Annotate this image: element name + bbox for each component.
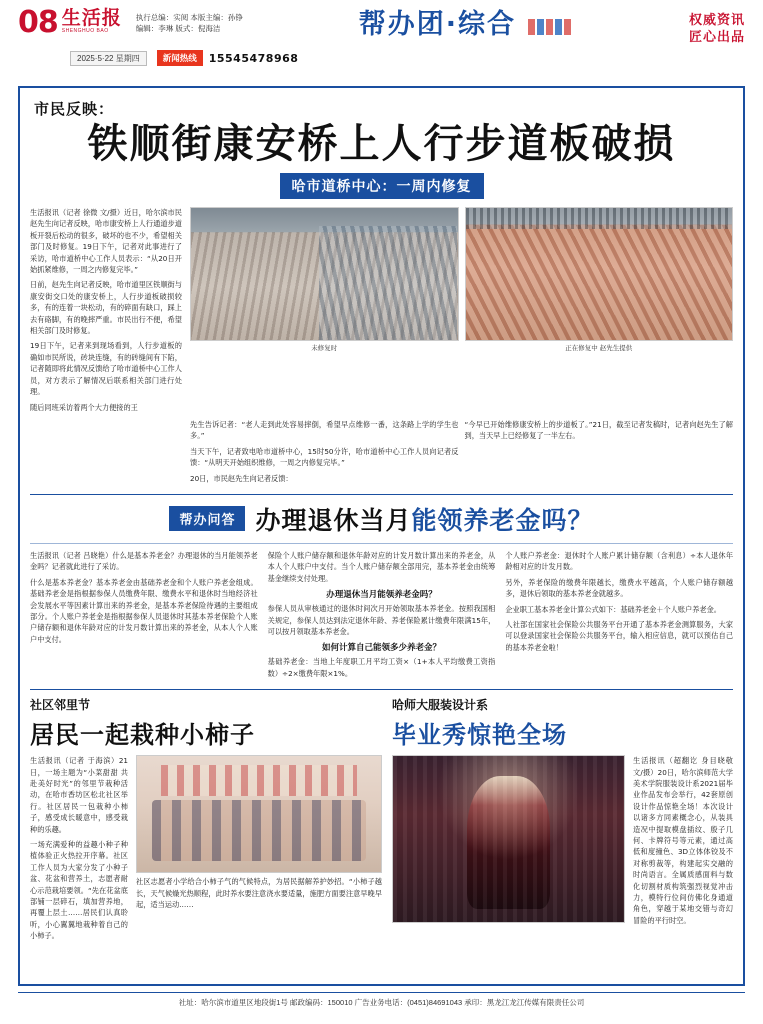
lead-photo-group	[190, 207, 733, 417]
bottom-left-photo-wrap	[136, 755, 382, 946]
slogan-line-1: 权威资讯	[688, 13, 745, 28]
qa-title-mark: ？	[567, 505, 594, 535]
photo-fashion-show	[392, 755, 625, 923]
paragraph: 随后同班采访着两个大力便接的王	[30, 402, 138, 412]
decorative-bars-icon	[528, 19, 573, 40]
content-frame	[18, 86, 745, 986]
paragraph: 基础养老金：当地上年度职工月平均工资×（1+本人平均缴费工资指数）÷2×缴费年限×1%。	[267, 657, 496, 678]
lead-column-3	[465, 419, 734, 488]
lead-subhead-wrap	[30, 173, 733, 199]
photo-caption: 社区志愿者小学给合小柿子气的气候特点，为居民据解养护妙招。“小柿子越长，天气候燥光热顺程，此时养水要注意浇水要适量，施肥方面要注意早晚早起，适当运动……	[136, 877, 382, 909]
page-number: 08	[18, 5, 58, 40]
issue-date: 2025·5·22 星期四	[70, 51, 147, 66]
paper-name-cn: 生活报	[61, 7, 122, 29]
paragraph: 生活报讯（记者 徐微 文/摄）近日，哈尔滨市民赵先生向记者反映，哈市康安桥上人行通道步道板开裂后松动的很多，破坏的也不少，希望相关部门及时修复。19日下午，记者对此事进行了采访，哈市道桥中心工作人员表示：“从20日开始抓紧维修，一周之内修复完毕。”	[30, 208, 182, 275]
lead-headline: 铁顺街康安桥上人行步道板破损	[87, 121, 676, 167]
bottom-right-label: 哈师大服装设计系	[392, 698, 489, 713]
bottom-right-body	[392, 755, 733, 930]
qa-column-1	[30, 550, 258, 683]
paragraph: 当天下午，记者致电哈市道桥中心，15时50分许，哈市道桥中心工作人员向记者反馈：“从明天开始组织维修，一周之内修复完毕。”	[190, 446, 459, 468]
page-footer	[18, 992, 745, 1008]
masthead-bottom-row	[18, 50, 745, 66]
credit-line-2: 编辑：李琳 版式：倪海洁	[135, 24, 221, 33]
hotline-label: 新闻热线	[157, 50, 203, 66]
section-title: 帮办团·综合	[358, 9, 517, 40]
lead-story-continuation	[30, 419, 733, 488]
qa-title-black: 办理退休当月	[255, 505, 412, 535]
bottom-left-text	[30, 755, 128, 946]
paragraph: 什么是基本养老金？基本养老金由基础养老金和个人账户养老金组成。基础养老金是指根据参保人员缴费年限、缴费水平和退休时当地经济社会发展水平等因素计算出来的养老金，是基本养老保险待遇的主要组成部分。个人账户养老金是指根据参保人员退休时其基本养老保险个人账户储存额和退休年龄对应的计发月数计算出来的养老金，从本人个人账户中支付。	[30, 577, 258, 644]
lead-subhead: 哈市道桥中心：一周内修复	[280, 173, 484, 199]
section-title-block	[243, 8, 689, 40]
paragraph: 参保人员从审核通过的退休时间次月开始领取基本养老金。按照我国相关规定，参保人员达到法定退休年龄、养老保险累计缴费年限满15年，可以按月领取基本养老金。	[267, 604, 496, 636]
bottom-left-story	[30, 696, 382, 946]
lead-photo-2	[465, 207, 734, 417]
divider	[30, 543, 733, 544]
paragraph: 生活报讯（记者 吕晓艳）什么是基本养老金？办理退休的当月能领养老金吗？记者就此进行了采访。	[30, 550, 258, 572]
qa-title-blue: 能领养老金吗	[411, 505, 568, 535]
lead-story-body	[30, 207, 733, 417]
bottom-left-label: 社区邻里节	[30, 698, 91, 713]
paragraph: 人社部在国家社会保险公共服务平台开通了基本养老金测算服务，大家可以登录国家社会保险公共服务平台，输入相应信息，就可以预估自己的基本养老金啦！	[505, 619, 734, 652]
lead-continuation-columns	[190, 419, 733, 488]
footer-divider	[18, 992, 745, 993]
paragraph: 20日，市民赵先生向记者反馈：	[190, 473, 293, 483]
paragraph: 19日下午，记者来到现场看到，人行步道板的确如市民所说，砖块连缝，有的砖缝间有下陷，记者随即将此情况反馈给了哈市道桥中心工作人员，对方表示了解情况后联系相关部门进行处理。	[30, 341, 182, 397]
photo-caption: 正在修复中 赵先生提供	[565, 344, 633, 352]
paper-name-en: SHENGHUO BAO	[61, 28, 109, 34]
bottom-right-photo-wrap	[392, 755, 625, 930]
qa-column-2	[268, 550, 496, 683]
qa-subheading: 如何计算自己能领多少养老金？	[322, 643, 442, 654]
bottom-right-title: 毕业秀惊艳全场	[392, 721, 567, 750]
masthead-top-row	[18, 5, 745, 46]
paragraph: 日前，赵先生向记者反映，哈市道里区铁顺街与康安街交口处的康安桥上，人行步道板破损较多，有的连着一块松动，有的碎面有缺口，踩上去有硌脚，有的晚摔严重。市民出行不便，希望相关部门及时修复。	[30, 280, 182, 336]
qa-body	[30, 550, 733, 683]
paragraph: 先生告诉记者：“老人走到此处容易摔倒，希望早点维修一番，这条路上学的学生也多。”	[190, 419, 459, 441]
hotline-number: 15545478968	[208, 51, 299, 65]
lead-photo-1	[190, 207, 459, 417]
paragraph: 生活报讯（记者 于海滨）21日，一场主题为“小菜甜甜 共赴美好时光”的邻里节栽种活动，在哈市香坊区松北社区举行。社区居民一包栽种小柿子，感受成长暖意中，感受栽种的乐趣。	[30, 756, 128, 834]
qa-subheading: 办理退休当月能领养老金吗？	[326, 590, 437, 601]
photo-broken-sidewalk	[190, 207, 459, 341]
lead-column-2	[190, 419, 459, 488]
masthead-credits	[136, 8, 243, 34]
qa-header	[30, 501, 733, 537]
paragraph: 个人账户养老金：退休时个人账户累计储存额（含利息）÷本人退休年龄相对应的计发月数。	[505, 550, 734, 572]
photo-community-planting	[136, 755, 382, 873]
divider	[30, 689, 733, 690]
photo-caption: 未修复时	[311, 344, 338, 352]
bottom-left-body	[30, 755, 382, 946]
lead-kicker: 市民反映：	[34, 100, 115, 118]
divider	[30, 494, 733, 495]
paragraph: “今早已开始维修康安桥上的步道板了。”21日，截至记者发稿时，记者向赵先生了解到，当天早上已经修复了一半左右。	[464, 419, 733, 441]
lead-column-1	[30, 207, 182, 417]
bottom-section	[30, 696, 733, 946]
qa-badge: 帮办问答	[169, 506, 245, 531]
paragraph: 一场充满爱种的益趣小种子种植体验正火热拉开序幕。社区工作人员为大家分发了小种子盆、花盆和营养土，志愿者耐心示范栽培要领。“先在花盆底部铺一层碎石，填加营养地，再覆上层土……居民们认真聆听，小心翼翼地栽种着自己的小柿子。	[30, 840, 128, 941]
bottom-right-text	[633, 755, 733, 930]
slogan-line-2: 匠心出品	[688, 30, 745, 45]
qa-column-3	[505, 550, 733, 683]
footer-text: 社址：哈尔滨市道里区地段街1号 邮政编码：150010 广告业务电话：(0451)84691043 承印：黑龙江龙江传媒有限责任公司	[178, 998, 585, 1007]
bottom-right-story	[392, 696, 733, 946]
paragraph: 另外，养老保险的缴费年限越长，缴费水平越高，个人账户储存额越多，退休后领取的基本养老金就越多。	[505, 577, 734, 599]
paragraph: 企业职工基本养老金计算公式如下：基础养老金＋个人账户养老金。	[505, 604, 721, 614]
masthead-slogan	[689, 8, 745, 46]
paragraph: 生活报讯（超翻讫 身目晓敬 文/摄）20日，哈尔滨师范大学美术学院服装设计系2021届毕业作品发布会举行，42套原创设计作品惊艳全场！本次设计以诸多方同素概念心，从装具造况中提取模盘插纹、殷子几何、卡牌符号等元素，通过高低和度撞色、3D立体体铰及不对称剪裁等，构建起实交融的时尚语言。全属质感面料与数化切割材质构筑强烈视觉冲击力，模特行位间仿佛化身通道角色，穿越于某地交错与奇幻冒险的平行时空。	[633, 756, 733, 925]
photo-repaired-sidewalk	[465, 207, 734, 341]
credit-line-1: 执行总编：实阅 本版主编：孙铮	[135, 13, 243, 22]
paper-logo	[62, 8, 122, 34]
paragraph: 保险个人账户储存额和退休年龄对应的计发月数计算出来的养老金，从本人个人账户中支付。当个人账户储存额全部用完，基本养老金由统筹基金继续支付处理。	[267, 550, 496, 583]
qa-title	[255, 501, 593, 537]
masthead	[0, 0, 763, 78]
bottom-left-title: 居民一起栽种小柿子	[30, 721, 255, 750]
